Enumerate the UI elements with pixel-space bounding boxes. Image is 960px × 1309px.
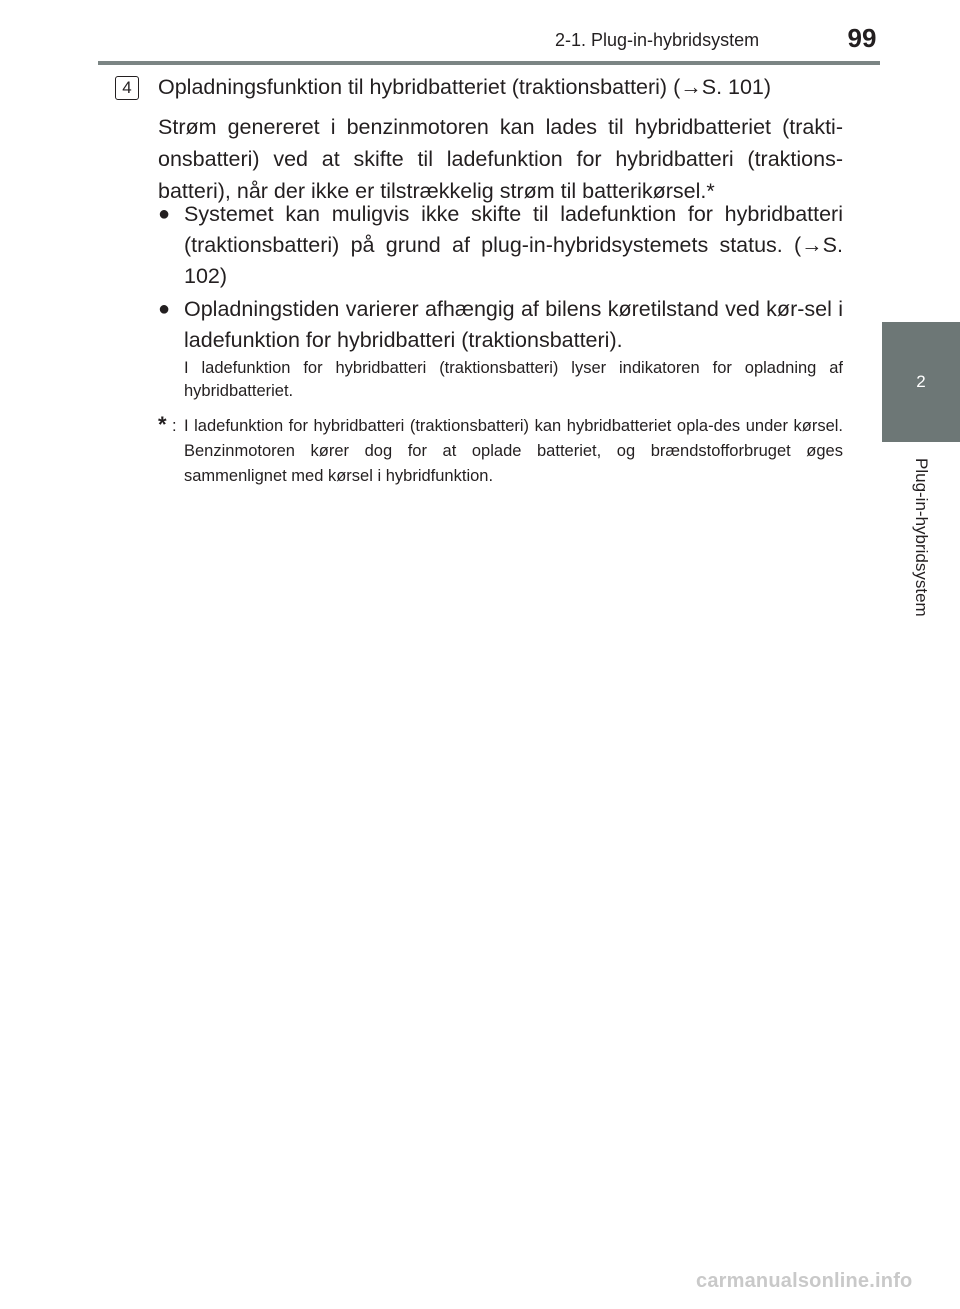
chapter-label-text: Plug-in-hybridsystem xyxy=(912,458,931,617)
chapter-tab[interactable] xyxy=(882,322,960,442)
section-heading: Opladningsfunktion til hybridbatteriet (traktionsbatteri) (→S. 101) xyxy=(158,75,772,99)
footnote-colon: : xyxy=(172,417,177,435)
footnote xyxy=(158,414,843,489)
chapter-number: 2 xyxy=(916,372,926,391)
watermark: carmanualsonline.info xyxy=(696,1270,913,1292)
header-divider xyxy=(98,61,880,65)
bullet-item xyxy=(158,294,843,356)
footnote-text: I ladefunktion for hybridbatteri (traktionsbatteri) kan hybridbatteriet opla-des under kørsel. Benzinmotoren kører dog for at oplade batteriet, og brændstofforbruget øges sammenlignet med kørsel i hybridfunktion. xyxy=(184,417,843,485)
bullet-icon: ● xyxy=(158,203,171,225)
bullet-text: Opladningstiden varierer afhængig af bilens køretilstand ved kør-sel i ladefunktion for hybridbatteri (traktionsbatteri). xyxy=(184,297,843,352)
footnote-marker: * xyxy=(158,412,167,437)
item-number-badge: 4 xyxy=(115,76,139,100)
indicator-note: I ladefunktion for hybridbatteri (traktionsbatteri) lyser indikatoren for opladning af hybridbatteriet. xyxy=(184,359,843,400)
chapter-side-label xyxy=(882,445,960,630)
body-paragraph: Strøm genereret i benzinmotoren kan lades til hybridbatteriet (trakti-onsbatteri) ved at skifte til ladefunktion for hybridbatteri (traktions-batteri), når der ikke er tilstrækkelig strøm til batterikørsel.* xyxy=(158,115,843,203)
bullet-icon: ● xyxy=(158,298,171,320)
bullet-text: Systemet kan muligvis ikke skifte til ladefunktion for hybridbatteri (traktionsbatteri) på grund af plug-in-hybridsystemets status. (→S. 102) xyxy=(184,202,843,288)
page-number: 99 xyxy=(847,23,877,53)
bullet-item xyxy=(158,199,843,292)
header-section-title: 2-1. Plug-in-hybridsystem xyxy=(555,30,760,50)
